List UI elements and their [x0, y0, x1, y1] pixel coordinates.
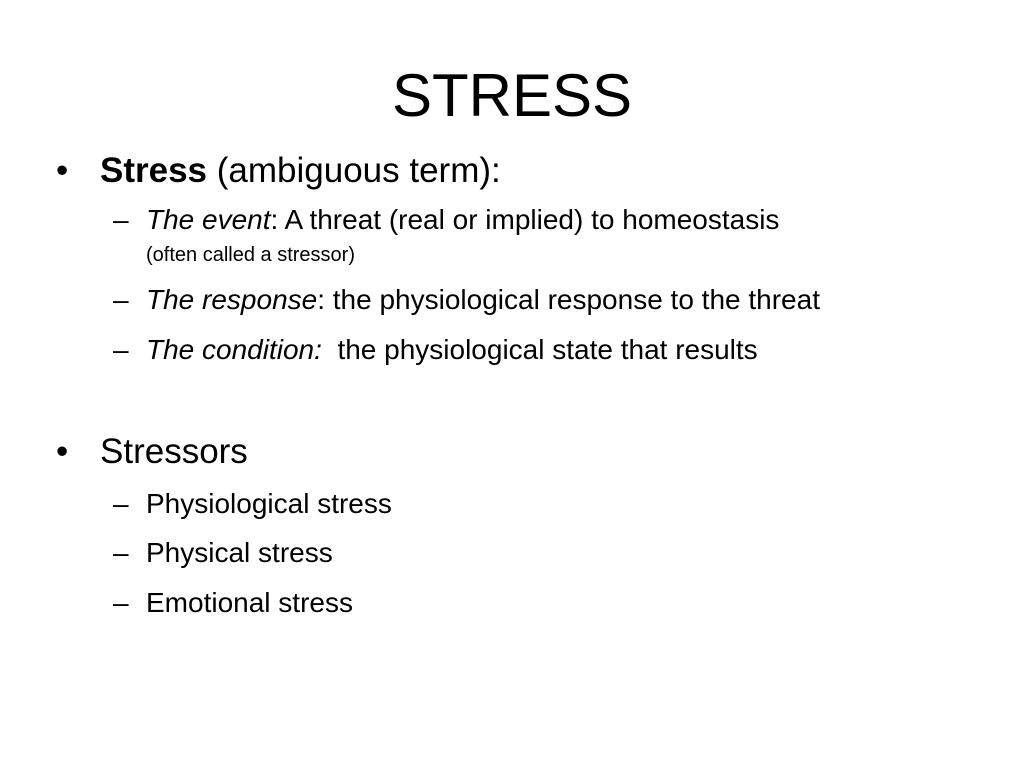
bullet-marker: • [56, 151, 69, 190]
sub-item-text [146, 283, 820, 317]
dash-marker: – [113, 204, 129, 235]
sub-item-label: The condition: [146, 334, 322, 365]
sub-item-body: the physiological response to the threat [325, 284, 820, 315]
stress-term: Stress [100, 151, 208, 190]
sub-item-text [146, 203, 779, 237]
bullet-text [100, 150, 501, 192]
sub-item-text [146, 333, 758, 367]
dash-marker: – [113, 284, 129, 315]
sub-item-text: Physical stress [146, 537, 333, 568]
bullet-marker: • [56, 432, 69, 471]
slide-title: STRESS [391, 62, 633, 129]
sub-item-separator: : [270, 204, 279, 235]
sub-item-label: The event [146, 204, 271, 235]
dash-marker: – [113, 334, 129, 365]
sub-item-body: A threat (real or implied) to homeostasis [278, 204, 780, 235]
dash-marker: – [113, 587, 129, 618]
dash-marker: – [113, 488, 129, 519]
sub-item-label: The response [146, 284, 318, 315]
bullet-text: Stressors [100, 432, 248, 471]
sub-item-text: Physiological stress [146, 488, 392, 519]
sub-item-separator: : [317, 284, 325, 315]
stressor-note: (often called a stressor) [146, 244, 355, 266]
sub-item-text: Emotional stress [146, 587, 353, 618]
dash-marker: – [113, 537, 129, 568]
sub-item-body: the physiological state that results [321, 334, 758, 365]
stress-term-description: (ambiguous term): [207, 151, 501, 190]
